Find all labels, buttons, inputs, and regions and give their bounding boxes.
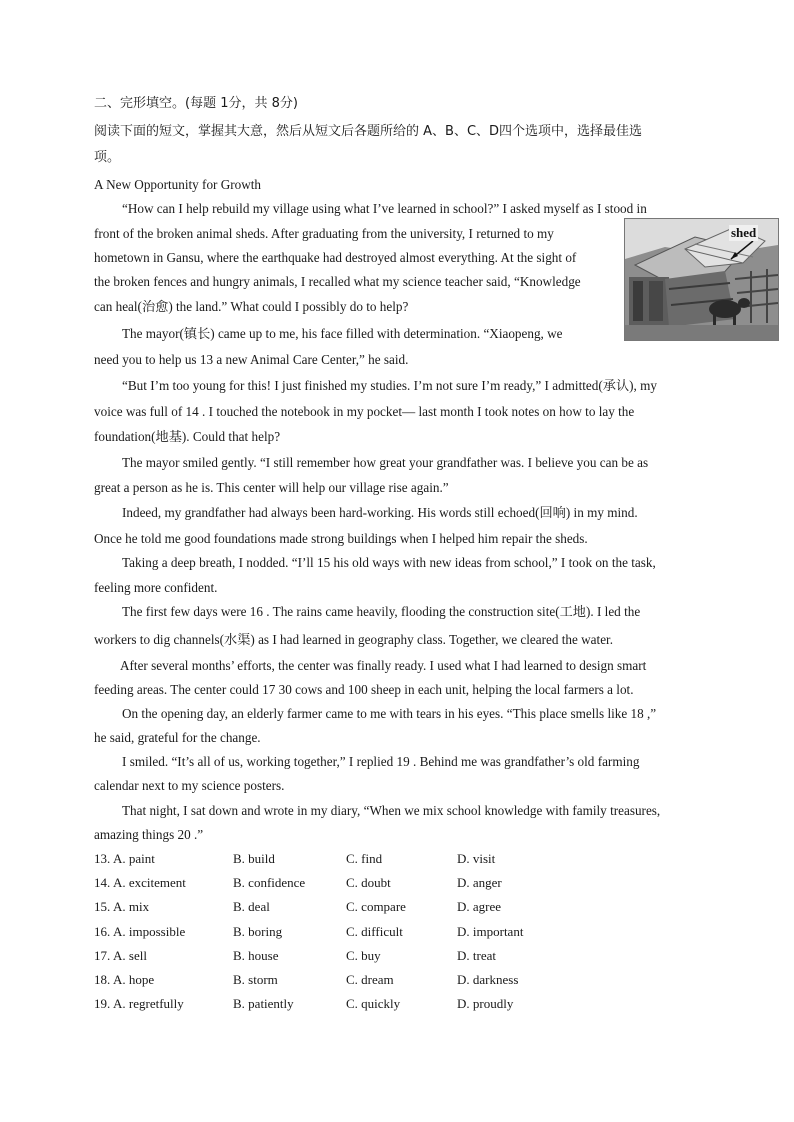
passage-line: After several months’ efforts, the center was finally ready. I used what I had learned to design smart xyxy=(120,658,647,673)
passage-line: feeding areas. The center could 17 30 cows and 100 sheep in each unit, helping the local farmers a lot. xyxy=(94,682,634,697)
option-d: D. important xyxy=(457,923,524,939)
passage-line: calendar next to my science posters. xyxy=(94,778,285,793)
option-a: A. mix xyxy=(113,899,150,915)
passage-line: The mayor(镇长) came up to me, his face filled with determination. “Xiaopeng, we xyxy=(122,326,563,341)
passage-line: can heal(治愈) the land.” What could I possibly do to help? xyxy=(94,299,409,314)
passage-line: hometown in Gansu, where the earthquake had destroyed almost everything. At the sight of xyxy=(94,250,577,265)
question-number: 14. xyxy=(94,875,111,891)
passage-line: the broken fences and hungry animals, I recalled what my science teacher said, “Knowledge xyxy=(94,274,581,289)
passage-line: voice was full of 14 . I touched the notebook in my pocket— last month I took notes on how to lay the xyxy=(94,404,635,419)
instruction-line-2: 项。 xyxy=(94,150,121,165)
passage-line: “How can I help rebuild my village using what I’ve learned in school?” I asked myself as I stood in xyxy=(122,201,647,216)
passage-line: need you to help us 13 a new Animal Care Center,” he said. xyxy=(94,352,409,367)
passage-line: Once he told me good foundations made strong buildings when I helped him repair the sheds. xyxy=(94,531,588,546)
question-number: 17. xyxy=(94,947,111,963)
option-b: B. confidence xyxy=(233,875,306,891)
passage-line: That night, I sat down and wrote in my diary, “When we mix school knowledge with family treasures, xyxy=(122,803,661,818)
passage-line: Indeed, my grandfather had always been hard-working. His words still echoed(回响) in my mind. xyxy=(122,505,638,520)
passage-line: great a person as he is. This center will help our village rise again.” xyxy=(94,480,449,495)
passage-title: A New Opportunity for Growth xyxy=(94,177,262,192)
option-a: A. sell xyxy=(113,947,147,963)
instruction-line-1: 阅读下面的短文，掌握其大意，然后从短文后各题所给的 A、B、C、D四个选项中，选择最佳选 xyxy=(94,124,643,139)
passage-line: On the opening day, an elderly farmer came to me with tears in his eyes. “This place smells like 18 ,” xyxy=(122,706,657,721)
section-heading: 二、完形填空。(每题 1分，共 8分) xyxy=(94,96,298,111)
option-c: C. dream xyxy=(346,972,394,987)
passage-line: workers to dig channels(水渠) as I had learned in geography class. Together, we cleared the water. xyxy=(94,632,614,647)
option-d: D. proudly xyxy=(457,996,514,1012)
passage-line: foundation(地基). Could that help? xyxy=(94,429,281,444)
passage-line: Taking a deep breath, I nodded. “I’ll 15 his old ways with new ideas from school,” I took on the task, xyxy=(122,555,656,570)
option-a: A. hope xyxy=(113,972,155,987)
option-a: A. regretfully xyxy=(113,996,184,1012)
option-d: D. treat xyxy=(457,947,496,963)
option-c: C. quickly xyxy=(346,996,401,1012)
option-b: B. boring xyxy=(233,923,283,939)
option-b: B. storm xyxy=(233,972,278,987)
option-b: B. build xyxy=(233,851,275,866)
question-number: 16. xyxy=(94,923,111,939)
option-b: B. deal xyxy=(233,899,270,915)
option-b: B. patiently xyxy=(233,996,294,1012)
option-c: C. doubt xyxy=(346,875,391,891)
question-number: 15. xyxy=(94,899,111,915)
passage-line: “But I’m too young for this! I just finished my studies. I’m not sure I’m ready,” I admitted(承认), my xyxy=(122,378,657,393)
passage-line: amazing things 20 .” xyxy=(94,827,204,842)
option-d: D. agree xyxy=(457,899,502,915)
option-c: C. find xyxy=(346,851,383,866)
option-a: A. impossible xyxy=(113,923,186,939)
passage-line: I smiled. “It’s all of us, working together,” I replied 19 . Behind me was grandfather’s old farming xyxy=(122,754,640,769)
option-d: D. visit xyxy=(457,851,496,866)
passage-line: The mayor smiled gently. “I still remember how great your grandfather was. I believe you can be as xyxy=(122,455,649,470)
option-c: C. buy xyxy=(346,947,381,963)
option-d: D. darkness xyxy=(457,972,519,987)
passage-line: feeling more confident. xyxy=(94,580,218,595)
option-a: A. paint xyxy=(113,851,155,866)
shed-label: shed xyxy=(731,225,757,240)
passage-line: front of the broken animal sheds. After graduating from the university, I returned to my xyxy=(94,226,554,241)
option-c: C. compare xyxy=(346,899,406,915)
shed-photo xyxy=(624,218,779,341)
passage-line: The first few days were 16 . The rains came heavily, flooding the construction site(工地). I led the xyxy=(122,604,641,619)
question-number: 18. xyxy=(94,972,111,987)
option-c: C. difficult xyxy=(346,923,403,939)
option-b: B. house xyxy=(233,947,279,963)
question-number: 19. xyxy=(94,996,111,1012)
passage-line: he said, grateful for the change. xyxy=(94,730,261,745)
option-a: A. excitement xyxy=(113,875,186,891)
option-d: D. anger xyxy=(457,875,502,891)
question-number: 13. xyxy=(94,851,111,866)
